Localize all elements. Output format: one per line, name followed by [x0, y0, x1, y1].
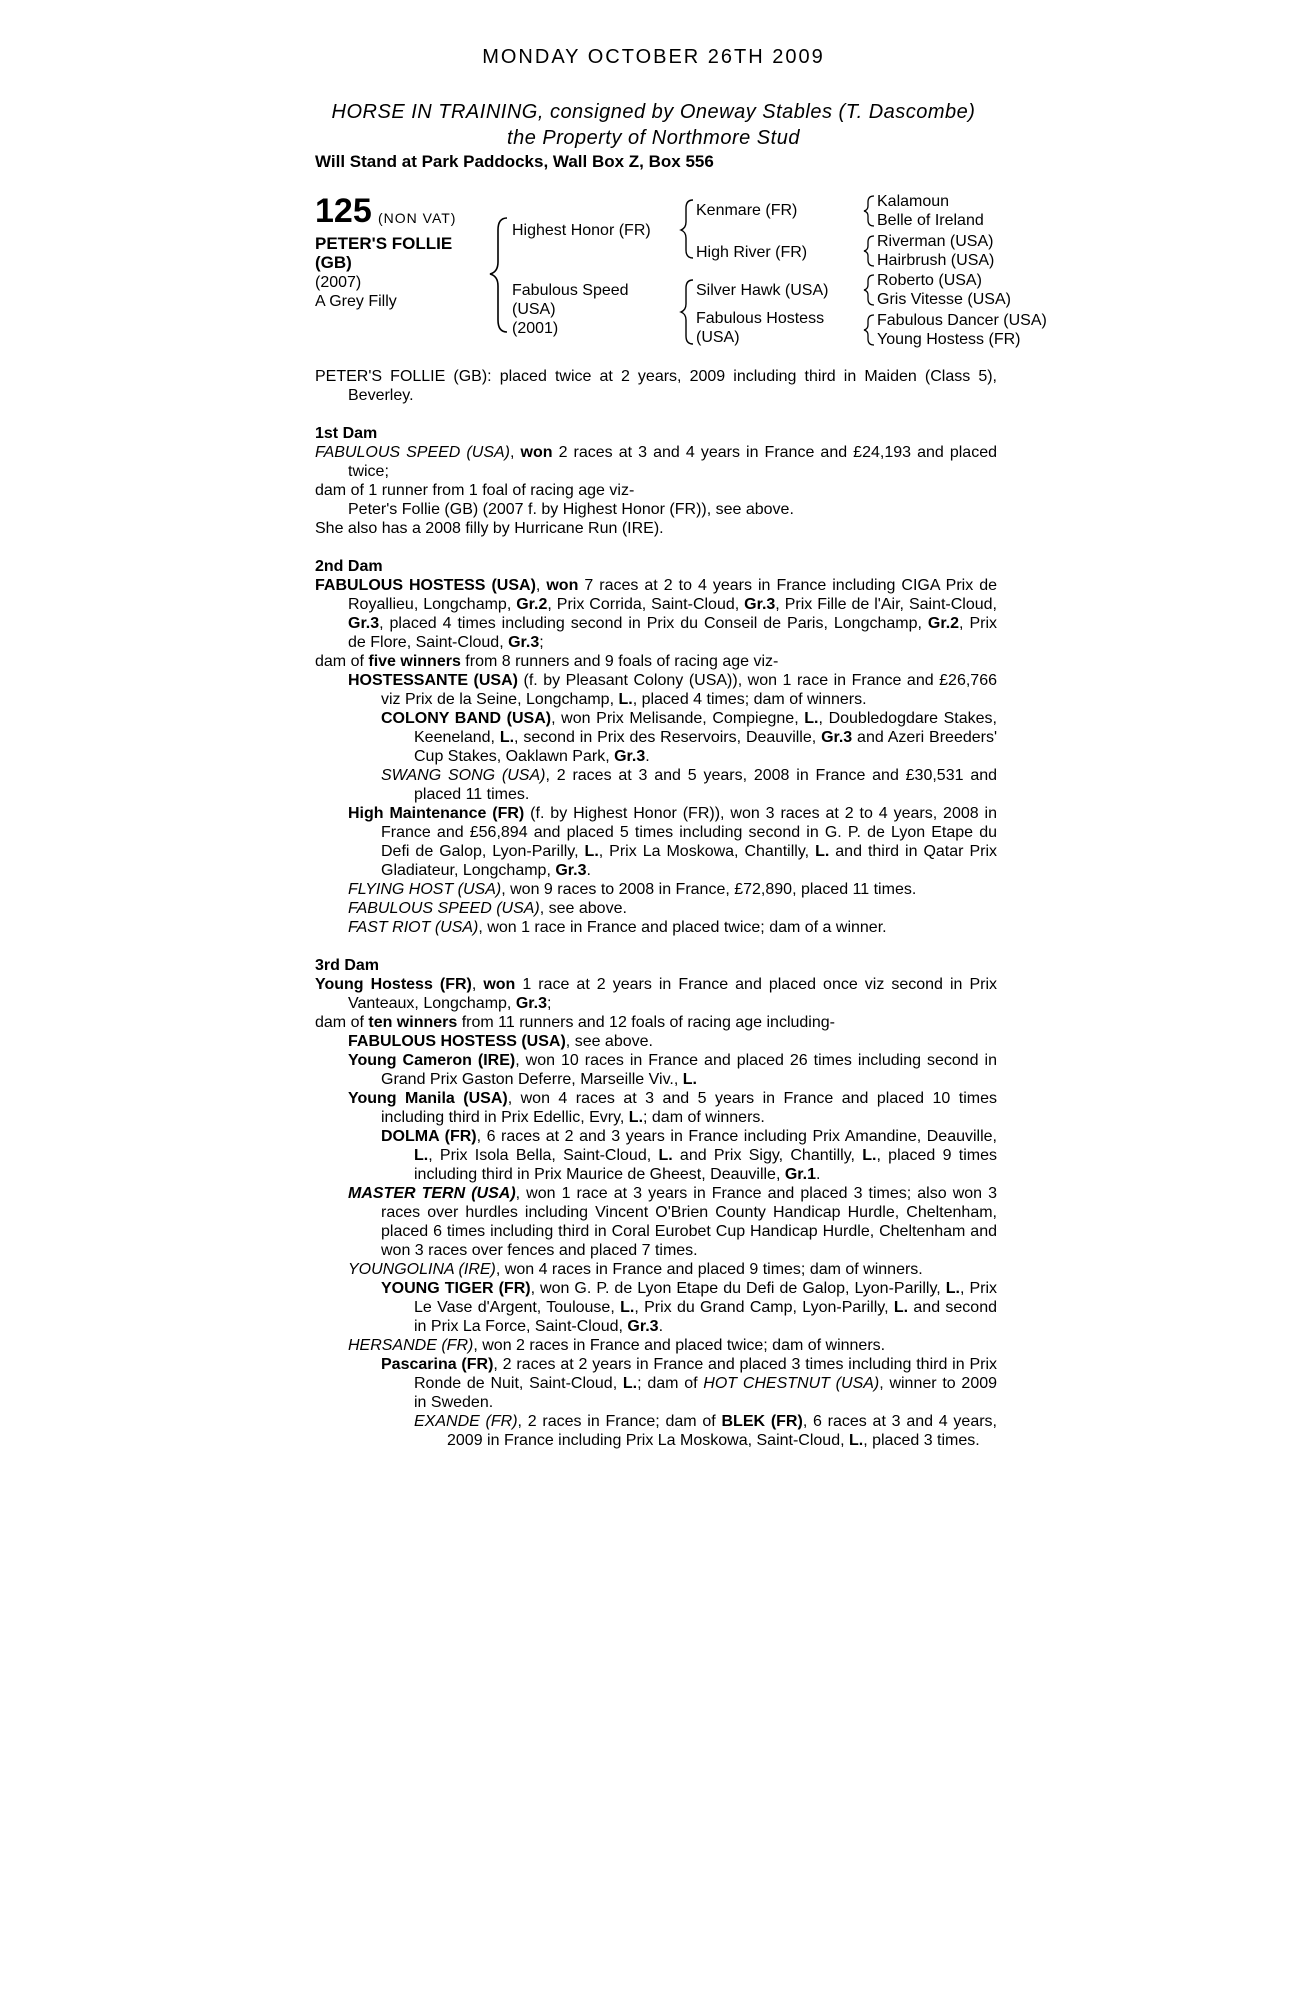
pedigree-g7: Fabulous Dancer (USA): [877, 312, 1047, 329]
race-summary: PETER'S FOLLIE (GB): placed twice at 2 years, 2009 including third in Maiden (Class 5), Beverley.: [315, 368, 997, 404]
horse-name: HOT CHESTNUT (USA): [703, 1375, 880, 1392]
horse-name: FLYING HOST (USA): [348, 881, 502, 898]
grade-badge: Gr.3: [515, 995, 547, 1012]
horse-name-line1: PETER'S FOLLIE: [315, 234, 453, 253]
listed-badge: L.: [584, 843, 599, 860]
produce-dolma: [315, 1127, 997, 1184]
lot-number: 125: [315, 192, 372, 230]
record-text: and second in Prix La Force, Saint-Cloud,: [414, 1299, 997, 1335]
record-text: (f. by Highest Honor (FR)), won 3 races at 2 to 4 years, 2008 in France and £56,894 and placed 5 times including second in G. P. de Lyon Etape du Defi de Galop, Lyon-Parilly,: [381, 805, 998, 860]
pedigree-sire: Highest Honor (FR): [512, 222, 651, 239]
listed-badge: L.: [682, 1071, 697, 1088]
record-text: 1 race at 2 years in France and placed once viz second in Prix Vanteaux, Longchamp,: [348, 976, 997, 1012]
pedigree-g3: Riverman (USA): [877, 233, 994, 250]
record-text: , second in Prix des Reservoirs, Deauville,: [514, 729, 822, 746]
sale-date: MONDAY OCTOBER 26TH 2009: [482, 46, 825, 68]
listed-badge: L.: [618, 691, 633, 708]
listed-badge: L.: [804, 710, 819, 727]
record-text: , placed 3 times.: [863, 1432, 980, 1449]
record-text: and Prix Sigy, Chantilly,: [672, 1147, 863, 1164]
second-dam-text-a: 7 races at 2 to 4 years in France including CIGA Prix de Royallieu, Longchamp,: [348, 577, 997, 613]
record-text: , placed 9 times including third in Prix Maurice de Gheest, Deauville,: [414, 1147, 997, 1183]
listed-badge: L.: [815, 843, 830, 860]
horse-name: High Maintenance (FR): [348, 805, 525, 822]
produce-flying-host: [315, 880, 997, 899]
produce-young-manila: [315, 1089, 997, 1127]
horse-name: BLEK (FR): [721, 1413, 803, 1430]
stand-location: Will Stand at Park Paddocks, Wall Box Z, Box 556: [315, 152, 714, 171]
pedigree-g8: Young Hostess (FR): [877, 331, 1021, 348]
second-dam-won: won: [546, 577, 579, 594]
produce-fabulous-speed: [315, 899, 997, 918]
record-text: , 6 races at 2 and 3 years in France including Prix Amandine, Deauville,: [476, 1128, 998, 1145]
record-text: (f. by Pleasant Colony (USA)), won 1 race in France and £26,766 viz Prix de la Seine, Longchamp,: [381, 672, 997, 708]
second-dam-record: FABULOUS HOSTESS (USA), won 7 races at 2 to 4 years in France including CIGA Prix de Royallieu, Longchamp, Gr.2, Prix Corrida, Saint-Cloud, Gr.3, Prix Fille de l'Air, Saint-Cloud, Gr.3, placed 4 times including second in Prix du Conseil de Paris, Longchamp, Gr.2, Prix de Flore, Saint-Cloud, Gr.3;: [315, 577, 997, 651]
second-dam-text-f: ;: [539, 634, 544, 651]
horse-name: FABULOUS SPEED (USA): [348, 900, 540, 917]
listed-badge: L.: [622, 1375, 638, 1392]
record-text: , Prix La Moskowa, Chantilly,: [598, 843, 816, 860]
first-dam-name: FABULOUS SPEED (USA): [315, 444, 510, 461]
pedigree-dam-sire: Silver Hawk (USA): [696, 282, 829, 299]
pedigree-g5: Roberto (USA): [877, 272, 982, 289]
listed-badge: L.: [620, 1299, 635, 1316]
record-text: , Prix du Grand Camp, Lyon-Parilly,: [634, 1299, 894, 1316]
produce-hostessante: [315, 671, 997, 709]
third-dam-record: [315, 975, 997, 1013]
second-dam-text-c: , Prix Fille de l'Air, Saint-Cloud,: [775, 596, 997, 613]
second-dam-name: FABULOUS HOSTESS (USA): [315, 577, 536, 594]
listed-badge: L.: [414, 1147, 429, 1164]
produce-pascarina: [315, 1355, 997, 1412]
record-text: ,: [471, 976, 484, 993]
grade-badge: Gr.1: [784, 1166, 816, 1183]
record-text: ;: [546, 995, 552, 1012]
winners-count: five winners: [368, 653, 461, 670]
consignment-line: HORSE IN TRAINING, consigned by Oneway Stables (T. Dascombe): [331, 101, 976, 123]
record-text: , won 4 races at 3 and 5 years in France and placed 10 times including third in Prix Edellic, Evry,: [381, 1090, 997, 1126]
pedigree-sire-sire: Kenmare (FR): [696, 202, 798, 219]
record-text: , won 9 races to 2008 in France, £72,890, placed 11 times.: [501, 881, 917, 898]
winners-count: ten winners: [368, 1014, 458, 1031]
produce-youngolina: [315, 1260, 997, 1279]
produce-exande: [315, 1412, 997, 1450]
record-text: , won 1 race in France and placed twice; dam of a winner.: [478, 919, 887, 936]
record-text: ; dam of: [637, 1375, 704, 1392]
grade-badge: Gr.3: [508, 634, 540, 651]
third-dam-name: Young Hostess (FR): [315, 976, 472, 993]
record-text: , 2 races at 2 years in France and placed 3 times including third in Prix Ronde de Nuit, Saint-Cloud,: [414, 1356, 997, 1392]
listed-badge: L.: [628, 1109, 644, 1126]
record-text: , 6 races at 3 and 4 years, 2009 in France including Prix La Moskowa, Saint-Cloud,: [447, 1413, 998, 1449]
record-text: , won Prix Melisande, Compiegne,: [551, 710, 805, 727]
record-text: , won 2 races in France and placed twice; dam of winners.: [473, 1337, 886, 1354]
horse-name: SWANG SONG (USA): [381, 767, 546, 784]
horse-name: YOUNGOLINA (IRE): [348, 1261, 496, 1278]
record-text: and third in Qatar Prix Gladiateur, Longchamp,: [381, 843, 998, 879]
listed-badge: L.: [658, 1147, 673, 1164]
produce-swang-song: [315, 766, 997, 804]
horse-name: MASTER TERN (USA): [348, 1185, 516, 1202]
record-text: .: [586, 862, 591, 879]
produce-text: from 11 runners and 12 foals of racing age including-: [457, 1014, 835, 1031]
horse-name: HERSANDE (FR): [348, 1337, 474, 1354]
horse-name: YOUNG TIGER (FR): [381, 1280, 531, 1297]
first-dam-foal: Peter's Follie (GB) (2007 f. by Highest Honor (FR)), see above.: [348, 501, 794, 518]
record-text: ; dam of winners.: [643, 1109, 765, 1126]
produce-master-tern: [315, 1184, 997, 1260]
record-text: and Azeri Breeders' Cup Stakes, Oaklawn Park,: [414, 729, 998, 765]
record-text: , Prix Le Vase d'Argent, Toulouse,: [414, 1280, 998, 1316]
pedigree-g2: Belle of Ireland: [877, 212, 984, 229]
record-text: , winner to 2009 in Sweden.: [414, 1375, 998, 1411]
listed-badge: L.: [945, 1280, 960, 1297]
produce-fast-riot: [315, 918, 997, 937]
first-dam-other: She also has a 2008 filly by Hurricane Run (IRE).: [315, 520, 664, 537]
horse-description: A Grey Filly: [315, 293, 397, 310]
record-text: , won 1 race at 3 years in France and placed 3 times; also won 3 races over hurdles including Vincent O'Brien County Handicap Hurdle, Cheltenham, placed 6 times including third in Coral Eurobet Cup Handicap Hurdle, Cheltenham and won 3 races over fences and placed 7 times.: [381, 1185, 998, 1259]
grade-badge: Gr.2: [516, 596, 548, 613]
second-dam-produce: [315, 652, 997, 671]
listed-badge: L.: [862, 1147, 877, 1164]
grade-badge: Gr.2: [927, 615, 960, 632]
produce-text: from 8 runners and 9 foals of racing age viz-: [460, 653, 779, 670]
record-text: , won 10 races in France and placed 26 times including second in Grand Prix Gaston Deferre, Marseille Viv.,: [381, 1052, 997, 1088]
catalogue-body: [315, 367, 997, 1450]
horse-name: FAST RIOT (USA): [348, 919, 479, 936]
listed-badge: L.: [499, 729, 515, 746]
produce-high-maintenance: [315, 804, 997, 880]
produce-fabulous-hostess: [315, 1032, 997, 1051]
grade-badge: Gr.3: [614, 748, 646, 765]
produce-text: dam of: [315, 1014, 369, 1031]
pedigree-g1: Kalamoun: [877, 193, 950, 210]
pedigree-dam-line2: (USA): [512, 301, 556, 318]
pedigree-g4: Hairbrush (USA): [877, 252, 995, 269]
produce-young-cameron: [315, 1051, 997, 1089]
horse-name: Pascarina (FR): [381, 1356, 494, 1373]
horse-name: DOLMA (FR): [381, 1128, 477, 1145]
record-text: .: [645, 748, 650, 765]
record-text: , see above.: [565, 1033, 653, 1050]
grade-badge: Gr.3: [555, 862, 587, 879]
second-dam-text-d: , placed 4 times including second in Prix du Conseil de Paris, Longchamp,: [379, 615, 928, 632]
record-text: , Prix Isola Bella, Saint-Cloud,: [428, 1147, 659, 1164]
grade-badge: Gr.3: [348, 615, 380, 632]
pedigree-dam-dam-line1: Fabulous Hostess: [696, 310, 825, 327]
record-text: , see above.: [539, 900, 627, 917]
foaling-year: (2007): [315, 274, 362, 291]
first-dam-produce: dam of 1 runner from 1 foal of racing age viz-: [315, 482, 635, 499]
first-dam-won: won: [520, 444, 553, 461]
listed-badge: L.: [848, 1432, 864, 1449]
second-dam-title: 2nd Dam: [315, 558, 383, 575]
grade-badge: Gr.3: [821, 729, 853, 746]
horse-name: HOSTESSANTE (USA): [348, 672, 518, 689]
vat-status: (NON VAT): [378, 210, 457, 226]
record-text: , Doubledogdare Stakes, Keeneland,: [414, 710, 997, 746]
produce-hersande: [315, 1336, 997, 1355]
pedigree-dam-line1: Fabulous Speed: [512, 282, 629, 299]
first-dam-record: FABULOUS SPEED (USA), won 2 races at 3 and 4 years in France and £24,193 and placed twice;: [315, 444, 998, 480]
pedigree-dam-dam-line2: (USA): [696, 329, 740, 346]
horse-name: COLONY BAND (USA): [381, 710, 552, 727]
pedigree-braces: [0, 0, 1307, 360]
third-dam-won: won: [483, 976, 516, 993]
produce-colony-band: [315, 709, 997, 766]
record-text: .: [815, 1166, 821, 1183]
property-line: the Property of Northmore Stud: [507, 127, 800, 149]
first-dam-record-text: 2 races at 3 and 4 years in France and £24,193 and placed twice;: [348, 444, 998, 480]
horse-name: FABULOUS HOSTESS (USA): [348, 1033, 566, 1050]
first-dam-title: 1st Dam: [315, 425, 378, 442]
pedigree-g6: Gris Vitesse (USA): [877, 291, 1011, 308]
record-text: , won G. P. de Lyon Etape du Defi de Galop, Lyon-Parilly,: [530, 1280, 946, 1297]
listed-badge: L.: [893, 1299, 909, 1316]
produce-young-tiger: [315, 1279, 997, 1336]
record-text: , won 4 races in France and placed 9 times; dam of winners.: [495, 1261, 923, 1278]
horse-name: Young Cameron (IRE): [348, 1052, 516, 1069]
grade-badge: Gr.3: [744, 596, 776, 613]
record-text: .: [658, 1318, 664, 1335]
second-dam-text-e: , Prix de Flore, Saint-Cloud,: [348, 615, 997, 651]
pedigree-sire-dam: High River (FR): [696, 244, 808, 261]
produce-text: dam of: [315, 653, 369, 670]
record-text: , 2 races in France; dam of: [517, 1413, 722, 1430]
record-text: , 2 races at 3 and 5 years, 2008 in France and £30,531 and placed 11 times.: [414, 767, 998, 803]
third-dam-produce: [315, 1013, 997, 1032]
horse-name: Young Manila (USA): [348, 1090, 508, 1107]
record-text: , placed 4 times; dam of winners.: [632, 691, 867, 708]
third-dam-title: 3rd Dam: [315, 957, 380, 974]
horse-name-line2: (GB): [315, 253, 352, 272]
second-dam-text-b: , Prix Corrida, Saint-Cloud,: [547, 596, 745, 613]
grade-badge: Gr.3: [627, 1318, 659, 1335]
horse-name: EXANDE (FR): [414, 1413, 518, 1430]
pedigree-dam-line3: (2001): [512, 320, 559, 337]
